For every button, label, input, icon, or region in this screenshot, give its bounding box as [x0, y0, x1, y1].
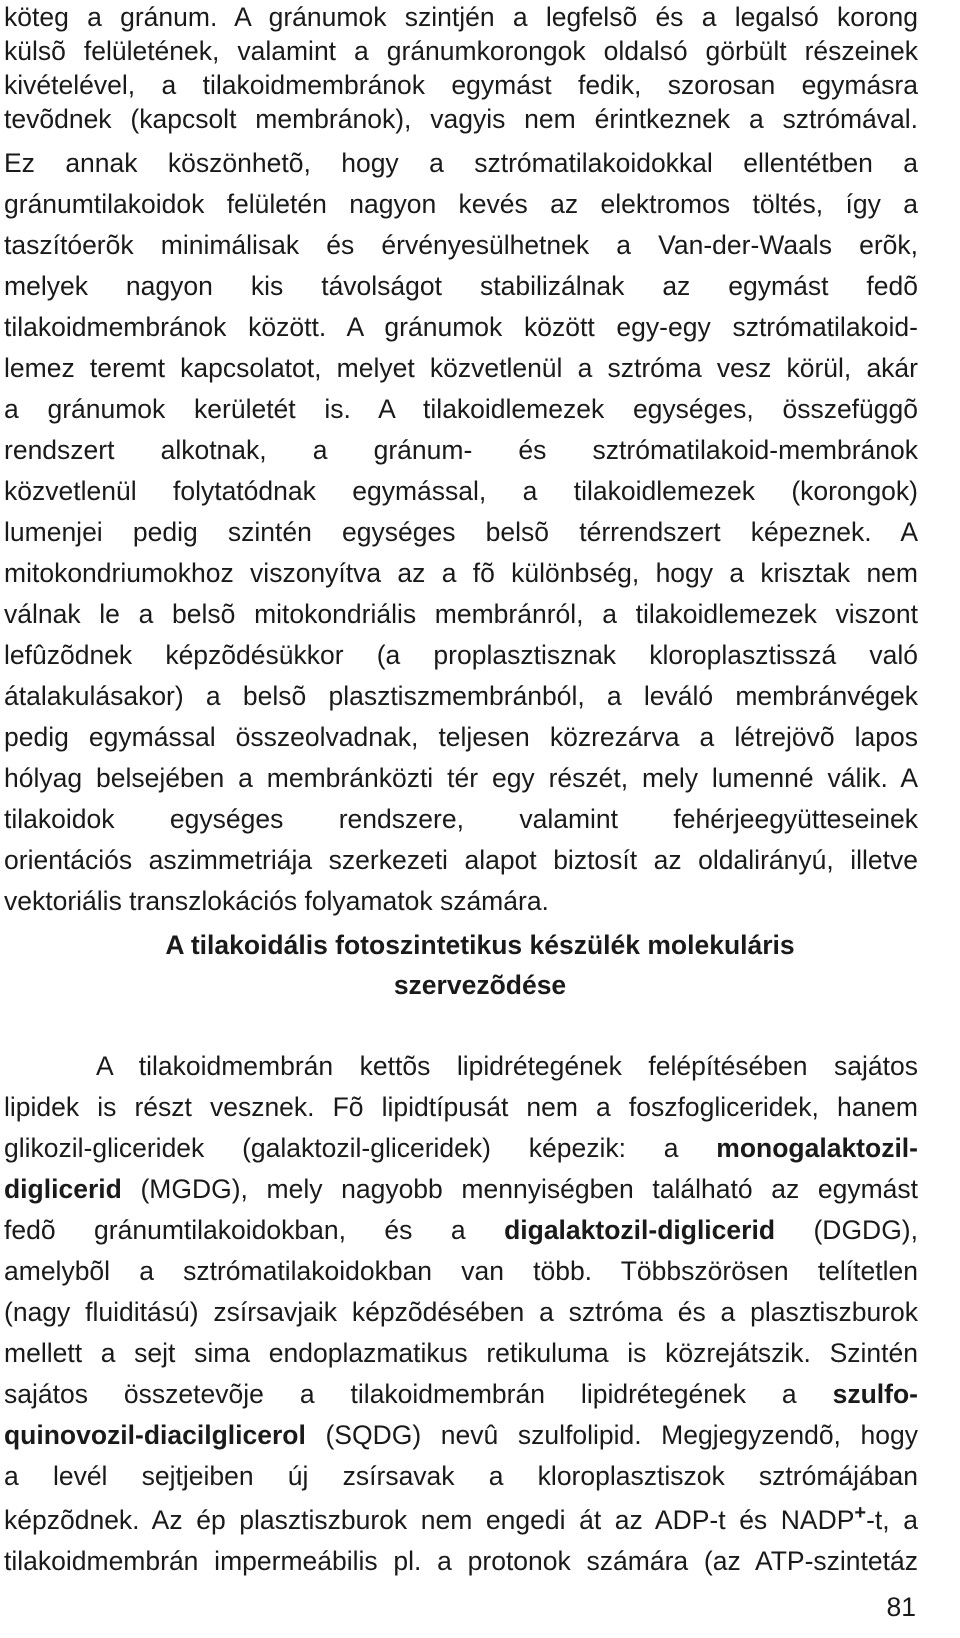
section-heading: szervezõdése — [393, 970, 567, 1000]
text-line: tilakoidmembránok között. A gránumok között egy-egy sztrómatilakoid- — [4, 312, 918, 342]
text-line: tilakoidok egységes rendszere, valamint fehérjeegyütteseinek — [4, 804, 918, 834]
term-bold: quinovozil-diacilglicerol — [4, 1420, 306, 1450]
text-line: taszítóerõk minimálisak és érvényesülhetnek a Van-der-Waals erõk, — [4, 230, 918, 260]
section-heading: A tilakoidális fotoszintetikus készülék molekuláris — [165, 930, 795, 960]
text-line: orientációs aszimmetriája szerkezeti alapot biztosít az oldalirányú, illetve — [4, 845, 918, 875]
text-line: amelybõl a sztrómatilakoidokban van több. Többszörösen telítetlen — [4, 1256, 918, 1286]
text-line: lumenjei pedig szintén egységes belsõ térrendszert képeznek. A — [4, 517, 918, 547]
text-line: tilakoidmembrán impermeábilis pl. a protonok számára (az ATP-szintetáz — [4, 1546, 918, 1576]
text-line: a gránumok kerületét is. A tilakoidlemezek egységes, összefüggõ — [4, 394, 918, 424]
text-line: gránumtilakoidok felületén nagyon kevés az elektromos töltés, így a — [4, 189, 918, 219]
text-line: rendszert alkotnak, a gránum- és sztrómatilakoid-membránok — [4, 435, 918, 465]
text-line — [4, 1377, 918, 1411]
text-run: képzõdnek. Az ép plasztiszburok nem engedi át az ADP-t és NADP — [4, 1505, 855, 1535]
text-line: pedig egymással összeolvadnak, teljesen közrezárva a létrejövõ lapos — [4, 722, 918, 752]
text-line: lemez teremt kapcsolatot, melyet közvetlenül a sztróma vesz körül, akár — [4, 353, 918, 383]
text-run: (DGDG), — [775, 1215, 918, 1245]
text-line: átalakulásakor) a belsõ plasztiszmembránból, a leváló membránvégek — [4, 681, 918, 711]
text-run: sajátos összetevõje a tilakoidmembrán lipidrétegének a — [4, 1379, 833, 1409]
page-number: 81 — [886, 1592, 916, 1622]
text-line: A tilakoidmembrán kettõs lipidrétegének felépítésében sajátos — [96, 1051, 918, 1081]
text-line — [4, 1213, 918, 1247]
text-line — [4, 1418, 918, 1452]
text-line: külsõ felületének, valamint a gránumkorongok oldalsó görbült részeinek — [4, 36, 918, 66]
text-run: (SQDG) nevû szulfolipid. Megjegyzendõ, hogy — [305, 1420, 918, 1450]
text-line: válnak le a belsõ mitokondriális membránról, a tilakoidlemezek viszont — [4, 599, 918, 629]
text-line: lipidek is részt vesznek. Fõ lipidtípusát nem a foszfogliceridek, hanem — [4, 1092, 918, 1122]
superscript-plus: + — [854, 1503, 867, 1524]
term-bold: diglicerid — [4, 1174, 122, 1204]
text-line: a levél sejtjeiben új zsírsavak a kloroplasztiszok sztrómájában — [4, 1461, 918, 1491]
text-run: -t, a — [866, 1505, 918, 1535]
text-line — [4, 1172, 918, 1206]
text-line: kivételével, a tilakoidmembránok egymást fedik, szorosan egymásra — [4, 70, 918, 100]
term-bold: monogalaktozil- — [716, 1133, 918, 1163]
text-line: közvetlenül folytatódnak egymással, a tilakoidlemezek (korongok) — [4, 476, 918, 506]
text-line: (nagy fluiditású) zsírsavjaik képzõdésében a sztróma és a plasztiszburok — [4, 1297, 918, 1327]
text-line: mellett a sejt sima endoplazmatikus retikuluma is közrejátszik. Szintén — [4, 1338, 918, 1368]
term-bold: szulfo- — [832, 1379, 918, 1409]
text-run: glikozil-gliceridek (galaktozil-gliceridek) képezik: a — [4, 1133, 717, 1163]
text-line: mitokondriumokhoz viszonyítva az a fõ különbség, hogy a krisztak nem — [4, 558, 918, 588]
text-line: tevõdnek (kapcsolt membránok), vagyis nem érintkeznek a sztrómával. — [4, 104, 918, 134]
term-bold: digalaktozil-diglicerid — [504, 1215, 776, 1245]
text-run: fedõ gránumtilakoidokban, és a — [4, 1215, 505, 1245]
text-line: hólyag belsejében a membránközti tér egy részét, mely lumenné válik. A — [4, 763, 918, 793]
text-line: lefûzõdnek képzõdésükkor (a proplasztisznak kloroplasztisszá való — [4, 640, 918, 670]
text-line: Ez annak köszönhetõ, hogy a sztrómatilakoidokkal ellentétben a — [4, 148, 918, 178]
text-run: (MGDG), mely nagyobb mennyiségben található az egymást — [121, 1174, 918, 1204]
text-line: vektoriális transzlokációs folyamatok számára. — [4, 886, 549, 916]
text-line: köteg a gránum. A gránumok szintjén a legfelsõ és a legalsó korong — [4, 2, 918, 32]
text-line: melyek nagyon kis távolságot stabilizálnak az egymást fedõ — [4, 271, 918, 301]
text-line — [4, 1503, 918, 1537]
text-line — [4, 1131, 918, 1165]
